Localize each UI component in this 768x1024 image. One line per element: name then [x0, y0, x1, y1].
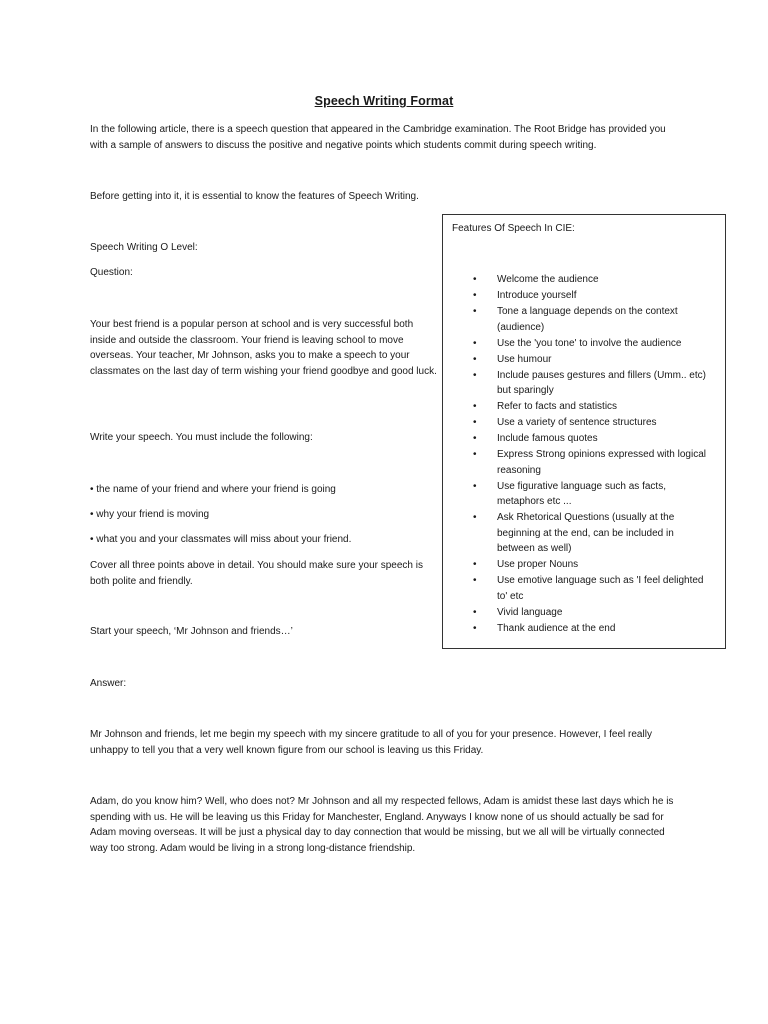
bullet-icon: • [473, 512, 477, 524]
bullet-icon: • [473, 480, 477, 492]
bullet-icon: • [473, 449, 477, 461]
write-prompt: Write your speech. You must include the following: [90, 432, 313, 443]
feature-item [443, 621, 723, 637]
feature-text: Tone a language depends on the context (audience) [497, 305, 678, 333]
point-item-1: • the name of your friend and where your friend is going [90, 484, 336, 495]
bullet-icon: • [473, 274, 477, 285]
feature-text: Ask Rhetorical Questions (usually at the beginning at the end, can be included in between as well) [497, 512, 675, 555]
point-item-2: • why your friend is moving [90, 509, 210, 520]
bullet-icon: • [473, 369, 477, 381]
bullet-icon: • [473, 337, 477, 349]
feature-text: Introduce yourself [497, 289, 577, 301]
question-paragraph: Your best friend is a popular person at school and is very successful both inside and outside the classroom. Your friend is leaving school to move overseas. Your teacher, Mr Johnson, asks you to make a speech to your classmates on the last day of term wishing your friend goodbye and good luck. [90, 319, 437, 377]
bullet-icon: • [473, 289, 477, 301]
feature-text: Use humour [497, 353, 552, 365]
feature-text: Welcome the audience [497, 274, 599, 285]
feature-item [443, 352, 723, 368]
feature-item [443, 399, 723, 415]
bullet-icon: • [473, 622, 477, 634]
feature-item [443, 605, 723, 621]
feature-item [443, 415, 723, 431]
document-title: Speech Writing Format [314, 94, 454, 108]
bullet-icon: • [473, 417, 477, 429]
feature-text: Vivid language [497, 606, 563, 618]
answer-label: Answer: [90, 678, 127, 689]
feature-item [443, 368, 723, 399]
feature-text: Refer to facts and statistics [497, 401, 618, 413]
question-label: Question: [90, 267, 133, 278]
feature-text: Include famous quotes [497, 433, 598, 445]
feature-text: Thank audience at the end [497, 622, 616, 634]
start-instruction: Start your speech, ‘Mr Johnson and friends…’ [90, 626, 293, 637]
feature-text: Include pauses gestures and fillers (Umm.. etc) but sparingly [497, 369, 706, 397]
features-intro-text: Before getting into it, it is essential to know the features of Speech Writing. [90, 191, 419, 202]
bullet-icon: • [473, 606, 477, 618]
features-box [442, 214, 726, 649]
bullet-icon: • [473, 575, 477, 587]
feature-text: Use emotive language such as 'I feel delighted to' etc [497, 575, 704, 602]
bullet-icon: • [473, 401, 477, 413]
feature-text: Use the 'you tone' to involve the audience [497, 337, 682, 349]
feature-text: Express Strong opinions expressed with logical reasoning [497, 449, 706, 476]
feature-item [443, 288, 723, 304]
feature-text: Use proper Nouns [497, 559, 579, 571]
bullet-icon: • [473, 559, 477, 571]
feature-item [443, 336, 723, 352]
feature-item [443, 431, 723, 447]
feature-text: Use figurative language such as facts, metaphors etc ... [497, 480, 666, 508]
bullet-icon: • [473, 305, 477, 317]
feature-item [443, 479, 723, 510]
features-list [443, 272, 723, 637]
answer-paragraph-1: Mr Johnson and friends, let me begin my speech with my sincere gratitude to all of you for your presence. However, I feel really unhappy to tell you that a very well known figure from our school is leaving us this Friday. [90, 729, 652, 756]
feature-item [443, 447, 723, 478]
level-heading: Speech Writing O Level: [90, 242, 198, 253]
bullet-icon: • [473, 353, 477, 365]
answer-paragraph-2: Adam, do you know him? Well, who does not? Mr Johnson and all my respected fellows, Adam is amidst these last days which he is spending with us. He will be leaving us this Friday for Manchester, England. Anyways I know none of us should actually be sad for Adam moving overseas. It will be just a physical day to day connection that would be missing, but we all will be virtually connected way too strong. Adam would be living in a strong long-distance friendship. [90, 796, 674, 854]
feature-item [443, 510, 723, 557]
features-heading: Features Of Speech In CIE: [452, 223, 575, 234]
point-item-3: • what you and your classmates will miss about your friend. [90, 534, 352, 545]
feature-text: Use a variety of sentence structures [497, 417, 657, 429]
feature-item [443, 573, 723, 604]
intro-paragraph: In the following article, there is a speech question that appeared in the Cambridge examination. The Root Bridge has provided you with a sample of answers to discuss the positive and negative points which students commit during speech writing. [90, 124, 666, 151]
cover-instruction: Cover all three points above in detail. You should make sure your speech is both polite and friendly. [90, 560, 423, 587]
feature-item [443, 557, 723, 573]
feature-item [443, 272, 723, 288]
bullet-icon: • [473, 433, 477, 445]
feature-item [443, 304, 723, 335]
